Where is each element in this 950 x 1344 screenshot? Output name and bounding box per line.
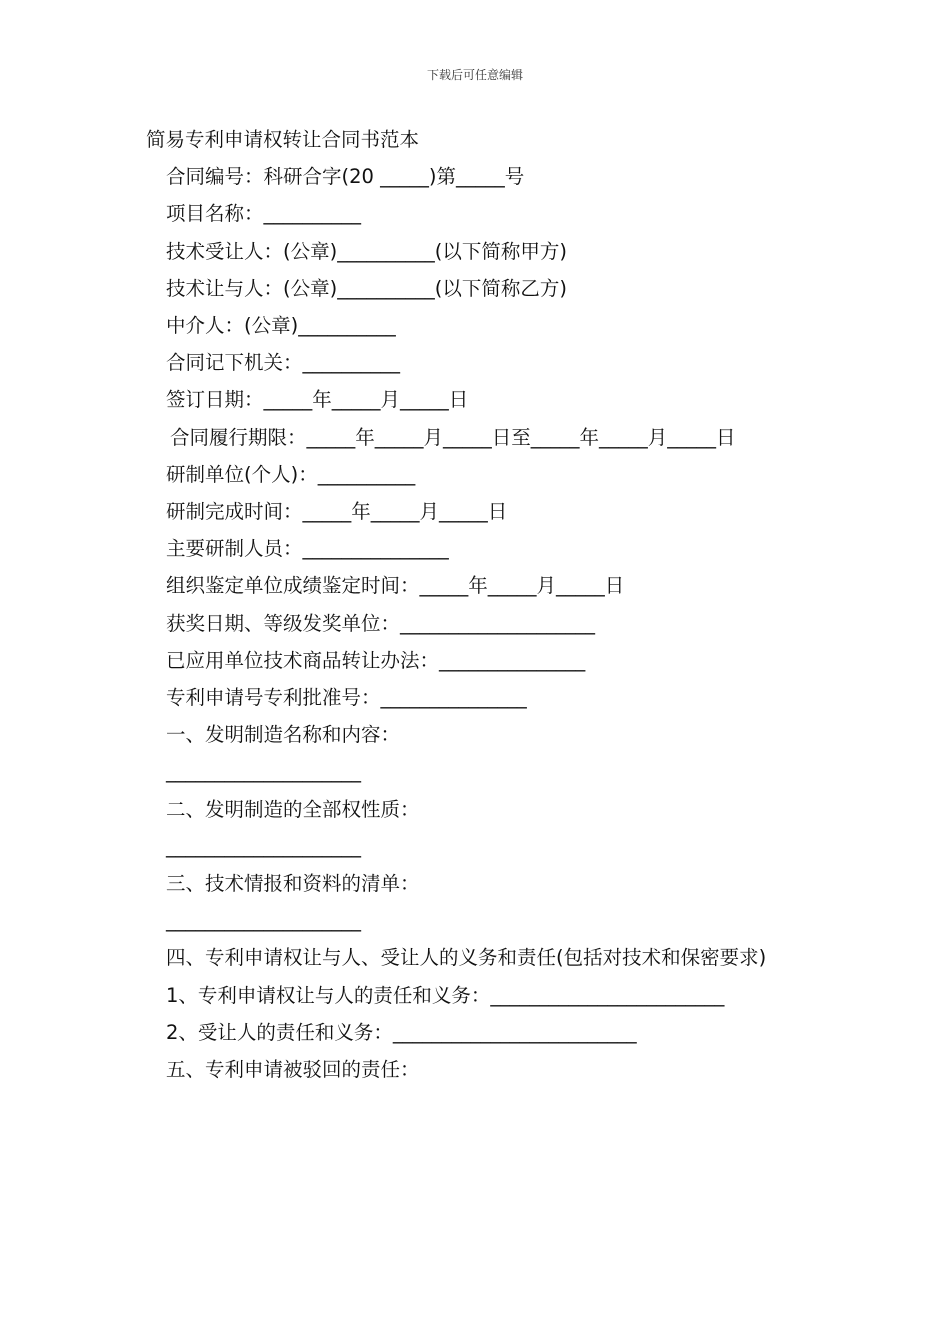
section-2-blank: ____________________	[166, 834, 361, 858]
transferor-duties-line: 1、专利申请权让与人的责任和义务：________________________	[166, 983, 725, 1007]
transferor-line: 技术让与人：(公章)__________(以下简称乙方)	[166, 276, 567, 300]
transferee-line: 技术受让人：(公章)__________(以下简称甲方)	[166, 239, 567, 263]
section-3-heading: 三、技术情报和资料的清单：	[166, 872, 420, 896]
transferee-duties-line: 2、受让人的责任和义务：_________________________	[166, 1020, 637, 1044]
document-title: 简易专利申请权转让合同书范本	[146, 128, 420, 151]
section-1-heading: 一、发明制造名称和内容：	[166, 723, 401, 747]
award-info-line: 获奖日期、等级发奖单位：____________________	[166, 611, 596, 635]
section-3-blank: ____________________	[166, 909, 361, 933]
project-name-line: 项目名称：__________	[166, 202, 362, 226]
section-5-heading: 五、专利申请被驳回的责任：	[166, 1058, 420, 1082]
signing-date-line: 签订日期：_____年_____月_____日	[166, 388, 469, 412]
performance-period-line: 合同履行期限：_____年_____月_____日至_____年_____月_____日	[170, 425, 736, 449]
completion-time-line: 研制完成时间：_____年_____月_____日	[166, 500, 508, 524]
patent-number-line: 专利申请号专利批准号：_______________	[166, 686, 527, 710]
contract-number-line: 合同编号：科研合字(20 _____)第_____号	[166, 165, 525, 189]
section-2-heading: 二、发明制造的全部权性质：	[166, 797, 420, 821]
section-1-blank: ____________________	[166, 760, 361, 784]
intermediary-line: 中介人：(公章)__________	[166, 314, 396, 338]
document-body	[146, 121, 808, 1088]
section-4-heading: 四、专利申请权让与人、受让人的义务和责任(包括对技术和保密要求)	[166, 946, 767, 970]
header-note: 下载后可任意编辑	[426, 68, 523, 82]
developer-unit-line: 研制单位(个人)：__________	[166, 462, 416, 486]
appraisal-time-line: 组织鉴定单位成绩鉴定时间：_____年_____月_____日	[166, 574, 625, 598]
transfer-method-line: 已应用单位技术商品转让办法：_______________	[166, 648, 586, 672]
main-developers-line: 主要研制人员：_______________	[166, 537, 449, 561]
registration-authority-line: 合同记下机关：__________	[166, 351, 401, 375]
